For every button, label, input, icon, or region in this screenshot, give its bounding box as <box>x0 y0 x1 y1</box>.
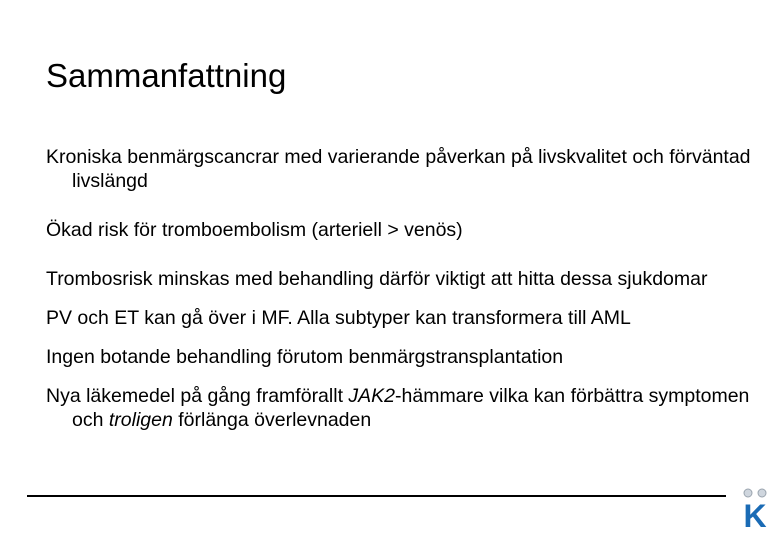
bullet-text: Nya läkemedel på gång framförallt <box>46 385 349 407</box>
bullet-item: Trombosrisk minskas med behandling därför viktigt att hitta dessa sjukdomar <box>46 268 708 290</box>
bullet-item <box>46 384 761 432</box>
bullet-text-italic: JAK2 <box>348 385 396 407</box>
bullet-item: Ingen botande behandling förutom benmärgstransplantation <box>46 346 564 368</box>
footer-divider <box>27 495 726 497</box>
logo-dot-left <box>744 489 752 497</box>
logo-dot-right <box>758 489 766 497</box>
bullet-text: -hämmare vilka kan förbättra symptomen och <box>72 385 750 431</box>
bullet-text-italic: troligen <box>108 409 173 431</box>
bullet-item: Ökad risk för tromboembolism (arteriell > venös) <box>46 219 463 241</box>
bullet-text: förlänga överlevnaden <box>172 409 372 431</box>
logo-letter: K <box>743 498 767 531</box>
institution-logo <box>737 487 773 531</box>
bullet-item: PV och ET kan gå över i MF. Alla subtyper kan transformera till AML <box>46 307 631 329</box>
bullet-item: Kroniska benmärgscancrar med varierande påverkan på livskvalitet och förväntad livslängd <box>46 146 751 192</box>
slide-title: Sammanfattning <box>46 57 287 94</box>
bullet-list <box>46 145 761 432</box>
